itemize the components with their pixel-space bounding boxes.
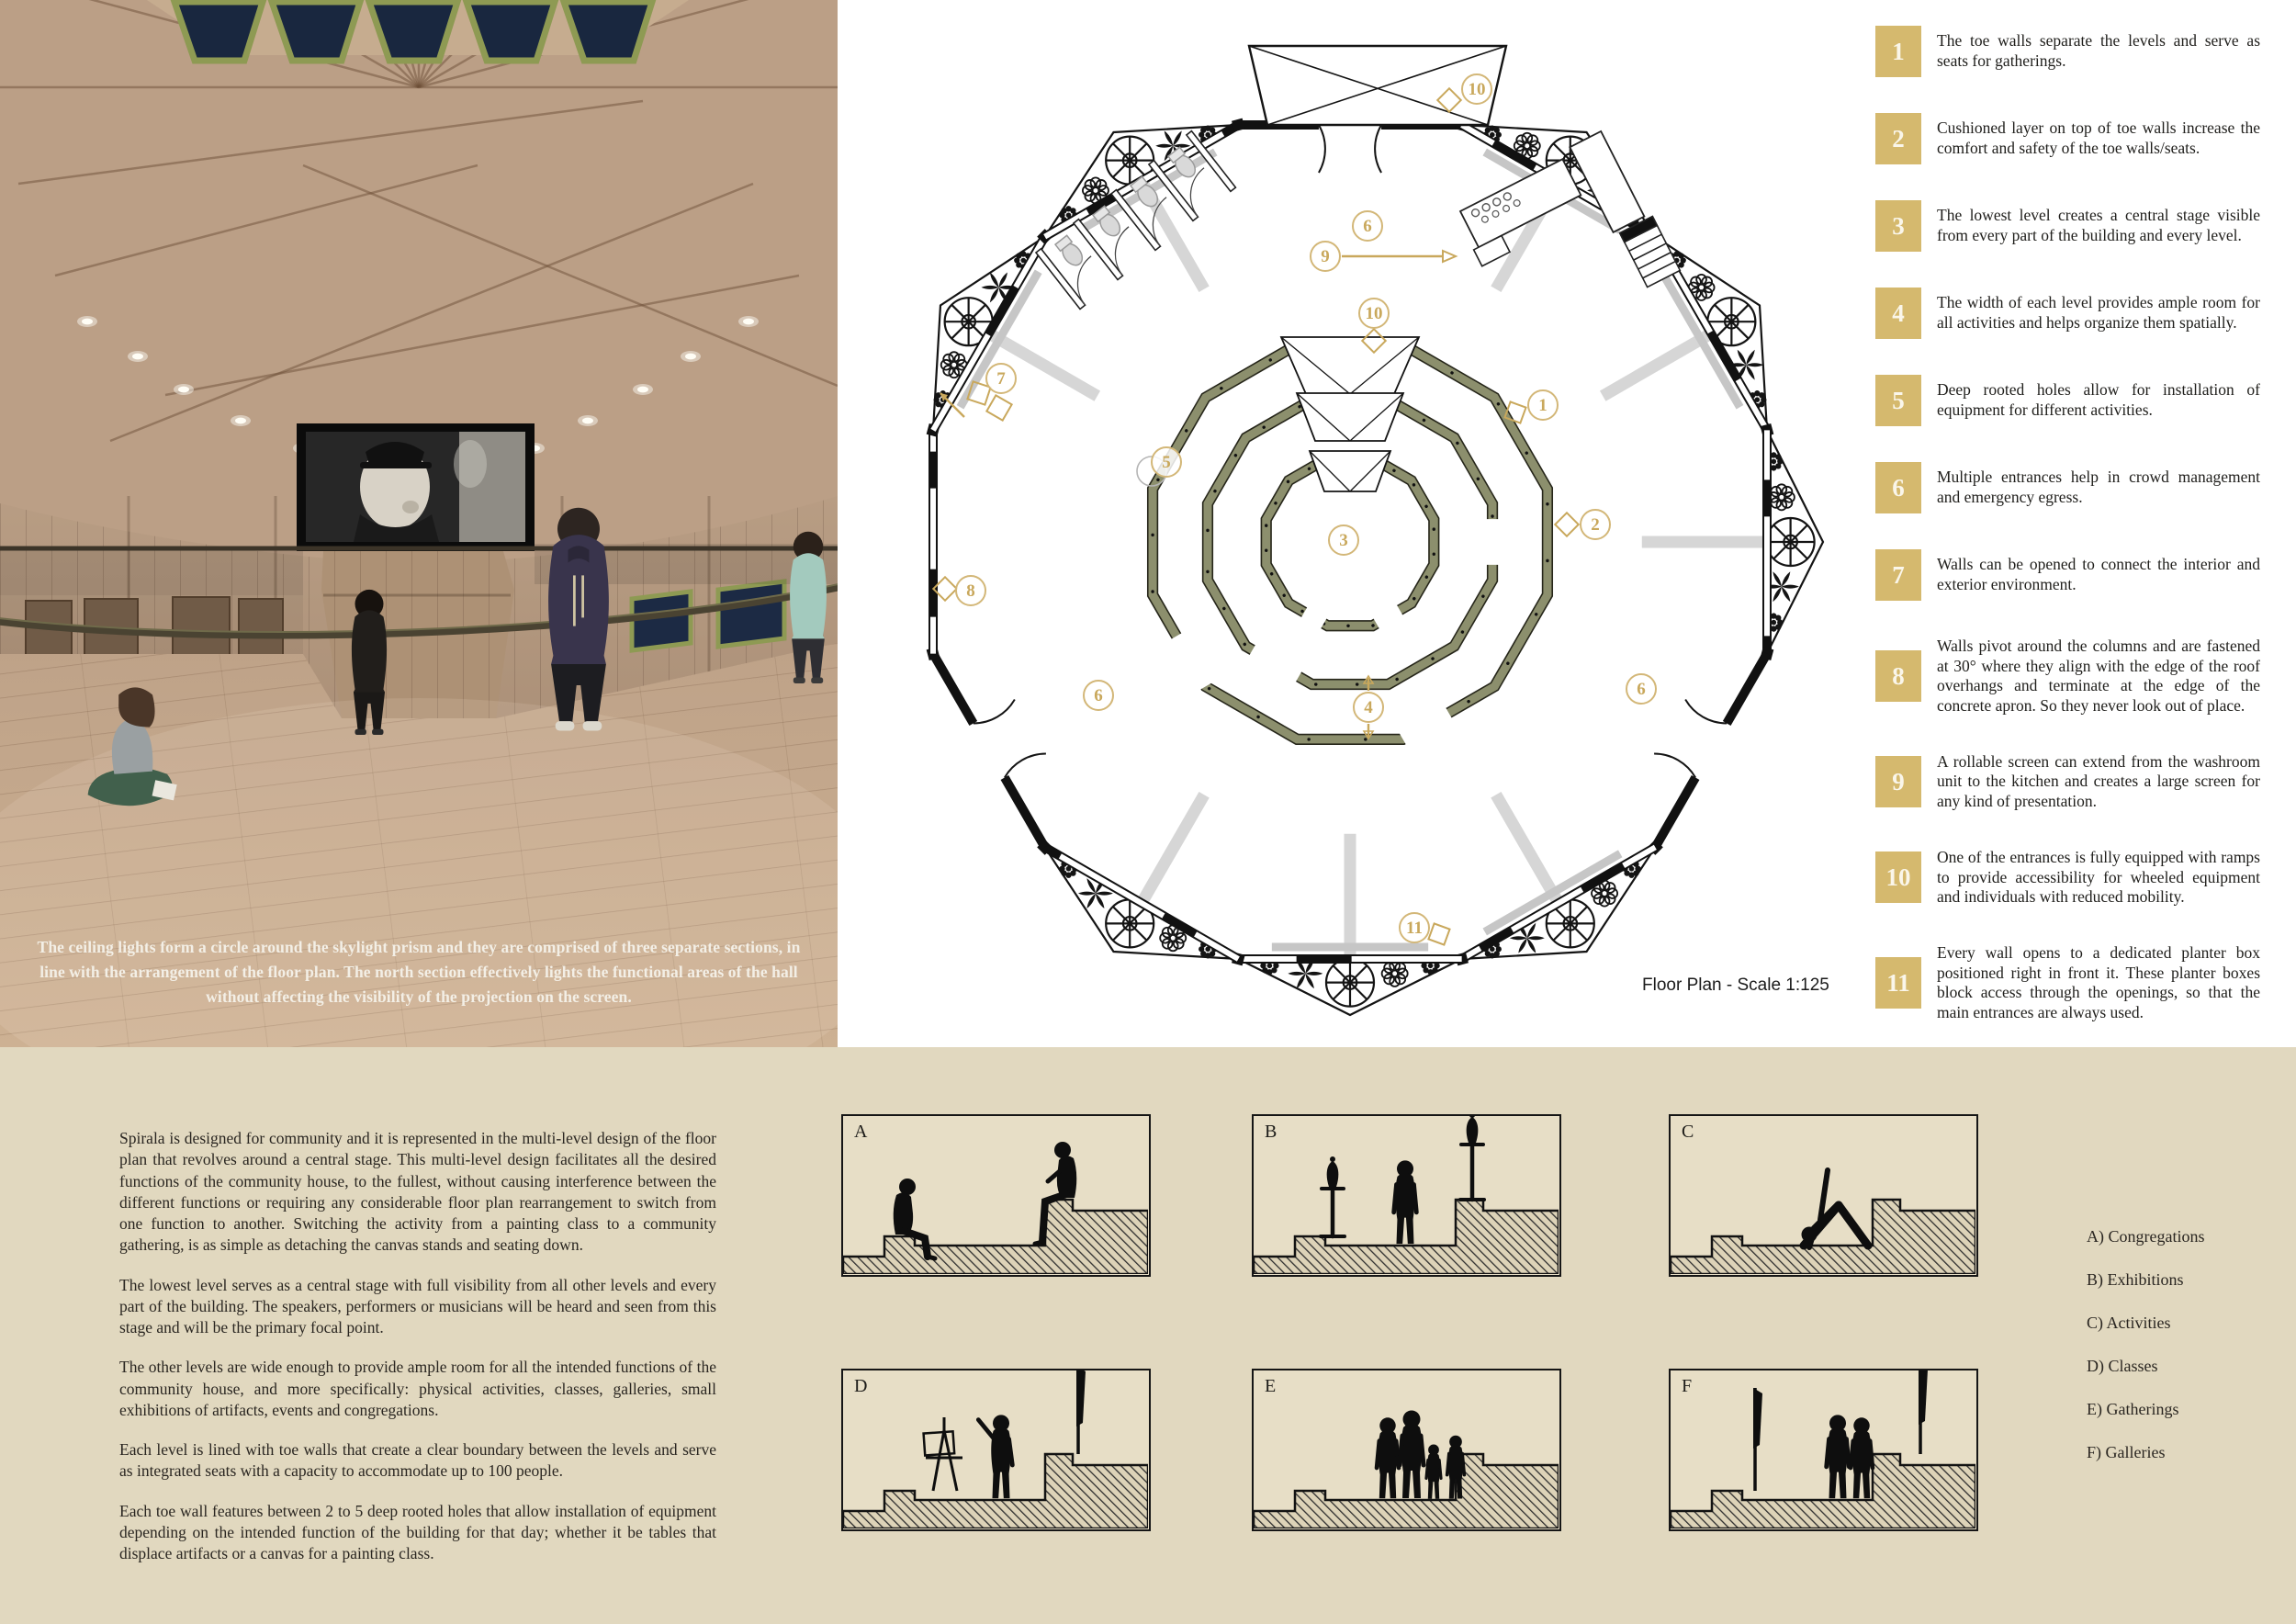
diagram-art <box>843 1370 1148 1528</box>
svg-text:10: 10 <box>1468 80 1486 99</box>
svg-text:6: 6 <box>1637 680 1646 699</box>
section-diagram-panel <box>841 1114 1151 1277</box>
diagram-letter: D <box>854 1376 868 1396</box>
floor-plan-caption: Floor Plan - Scale 1:125 <box>1642 976 1829 995</box>
legend-number-badge: 11 <box>1875 957 1921 1009</box>
legend-number-badge: 3 <box>1875 200 1921 252</box>
legend-number-badge: 9 <box>1875 756 1921 807</box>
svg-text:10: 10 <box>1365 304 1383 323</box>
section-diagram-panel <box>841 1369 1151 1531</box>
diagram-letter: F <box>1682 1376 1693 1396</box>
legend-number-badge: 4 <box>1875 288 1921 339</box>
legend-number-badge: 8 <box>1875 650 1921 702</box>
svg-text:4: 4 <box>1364 698 1373 717</box>
legend-item <box>1875 288 2270 339</box>
legend-item-text: Cushioned layer on top of toe walls increase the comfort and safety of the toe walls/seats. <box>1937 118 2260 157</box>
interior-render-image <box>0 0 838 1047</box>
projection-screen <box>297 423 535 551</box>
legend-number-badge: 5 <box>1875 375 1921 426</box>
diagram-art <box>1254 1116 1559 1274</box>
diagram-art <box>1671 1370 1975 1528</box>
render-caption: The ceiling lights form a circle around the skylight prism and they are comprised of three separate sections, in line with the arrangement of the floor plan. The north section effectively lights the functional areas of the hall without affecting the visibility of the projection on the screen. <box>37 938 801 1007</box>
svg-text:3: 3 <box>1339 531 1348 550</box>
section-diagram-panel <box>1669 1114 1978 1277</box>
svg-text:5: 5 <box>1162 453 1171 472</box>
numbered-annotation-legend <box>1875 26 2270 1059</box>
diagram-letter: C <box>1682 1122 1694 1142</box>
legend-item <box>1875 375 2270 426</box>
legend-number-badge: 7 <box>1875 549 1921 601</box>
svg-text:7: 7 <box>996 369 1006 389</box>
description-paragraph: Each toe wall features between 2 to 5 deep rooted holes that allow installation of equipment depending on the intended function of the building for that day; whether it be tables that displace artifacts or a canvas for a painting class. <box>119 1501 716 1563</box>
svg-text:2: 2 <box>1591 515 1600 535</box>
legend-item <box>1875 549 2270 601</box>
diagram-art <box>1671 1116 1975 1274</box>
section-diagram-panel <box>1252 1369 1561 1531</box>
svg-text:6: 6 <box>1094 686 1103 705</box>
legend-number-badge: 10 <box>1875 851 1921 903</box>
plan-callout-2 <box>1555 510 1610 539</box>
plan-callout-9 <box>1311 242 1456 271</box>
letter-legend-entry: A) Congregations <box>2087 1227 2205 1246</box>
legend-item <box>1875 462 2270 513</box>
legend-item <box>1875 848 2270 908</box>
legend-item <box>1875 200 2270 252</box>
description-paragraph: The other levels are wide enough to provide ample room for all the intended functions of the community house, and more specifically: physical activities, classes, galleries, small exhibitions of artifacts, events and congregations. <box>119 1358 716 1419</box>
legend-item-text: The width of each level provides ample room for all activities and helps organize them spatially. <box>1937 293 2260 332</box>
interior-render-art <box>0 0 838 1047</box>
diagram-art <box>843 1116 1148 1274</box>
legend-item-text: Multiple entrances help in crowd management and emergency egress. <box>1937 468 2260 506</box>
plan-callout-11 <box>1400 913 1450 945</box>
bottom-section <box>0 1047 2296 1624</box>
plan-callout-6 <box>1084 681 1113 710</box>
section-diagram-panel <box>1669 1369 1978 1531</box>
legend-number-badge: 6 <box>1875 462 1921 513</box>
description-paragraph: Spirala is designed for community and it is represented in the multi-level design of the floor plan that revolves around a central stage. This multi-level design facilitates all the desired functions of the community house, to the fullest, without causing interference between the different functions or requiring any considerable floor plan rearrangement to switch from one function to another. Switching the activity from a painting class to a community gathering, is as simple as detaching the canvas stands and seating down. <box>119 1129 716 1255</box>
plan-callout-6 <box>1353 211 1382 241</box>
letter-legend-entry: F) Galleries <box>2087 1443 2166 1461</box>
svg-text:11: 11 <box>1406 919 1423 938</box>
legend-item <box>1875 637 2270 716</box>
svg-text:1: 1 <box>1538 396 1548 415</box>
letter-legend-entry: D) Classes <box>2087 1357 2158 1375</box>
legend-item-text: Deep rooted holes allow for installation of equipment for different activities. <box>1937 380 2260 419</box>
diagram-art <box>1254 1370 1559 1528</box>
legend-item-text: Walls pivot around the columns and are fastened at 30° where they align with the edge of the roof overhangs and terminate at the edge of the concrete apron. So they never look out of place. <box>1937 637 2260 716</box>
description-paragraph: Each level is lined with toe walls that create a clear boundary between the levels and serve as integrated seats with a capacity to accommodate up to 100 people. <box>119 1440 716 1481</box>
letter-legend-entry: C) Activities <box>2087 1314 2171 1332</box>
legend-item-text: Every wall opens to a dedicated planter box positioned right in front it. These planter boxes block access through the openings, so that the main entrances are always used. <box>1937 942 2260 1021</box>
floor-plan-drawing <box>872 14 1874 1024</box>
plan-callout-3 <box>1329 525 1358 555</box>
diagram-letter: A <box>854 1122 868 1142</box>
diagram-letter-legend <box>2087 1227 2204 1486</box>
legend-number-badge: 2 <box>1875 113 1921 164</box>
legend-number-badge: 1 <box>1875 26 1921 77</box>
svg-text:6: 6 <box>1363 217 1372 236</box>
legend-item-text: One of the entrances is fully equipped with ramps to provide accessibility for wheeled equipment and individuals with reduced mobility. <box>1937 847 2260 907</box>
letter-legend-entry: B) Exhibitions <box>2087 1270 2184 1289</box>
legend-item <box>1875 943 2270 1023</box>
legend-item-text: A rollable screen can extend from the washroom unit to the kitchen and creates a large screen for any kind of presentation. <box>1937 751 2260 811</box>
section-diagram-panel <box>1252 1114 1561 1277</box>
legend-item <box>1875 113 2270 164</box>
legend-item <box>1875 26 2270 77</box>
diagram-letter: E <box>1265 1376 1277 1396</box>
legend-item-text: The toe walls separate the levels and serve as seats for gatherings. <box>1937 31 2260 70</box>
project-description <box>119 1128 716 1584</box>
description-paragraph: The lowest level serves as a central stage with full visibility from all other levels and every part of the building. The speakers, performers or musicians will be heard and seen from this stage and will be the primary focal point. <box>119 1275 716 1337</box>
svg-text:9: 9 <box>1321 247 1330 266</box>
legend-item-text: The lowest level creates a central stage visible from every part of the building and every level. <box>1937 206 2260 244</box>
legend-item <box>1875 752 2270 812</box>
plan-callout-8 <box>933 576 985 605</box>
svg-text:8: 8 <box>966 581 975 601</box>
plan-callout-6 <box>1626 674 1656 704</box>
letter-legend-entry: E) Gatherings <box>2087 1400 2179 1418</box>
diagram-letter: B <box>1265 1122 1277 1142</box>
legend-item-text: Walls can be opened to connect the interior and exterior environment. <box>1937 555 2260 593</box>
